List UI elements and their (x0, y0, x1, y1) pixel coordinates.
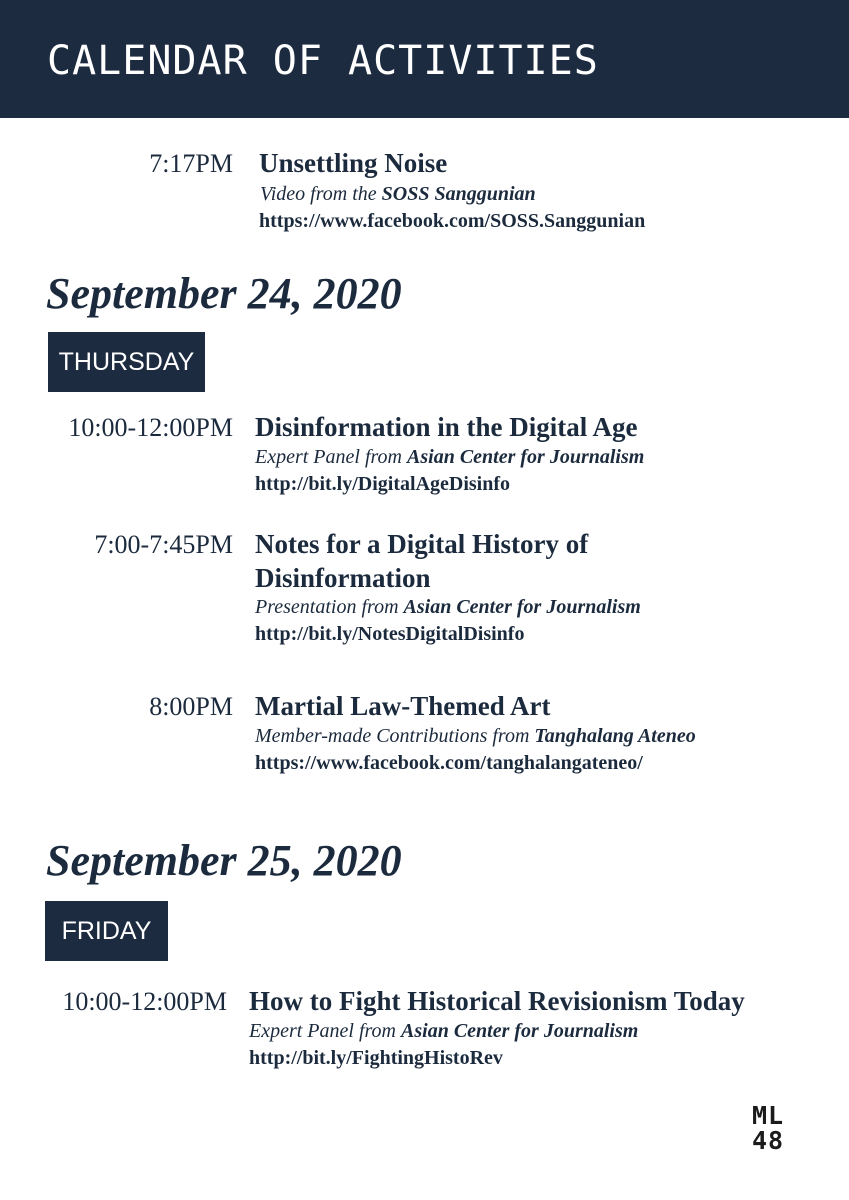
event-subtitle (260, 181, 536, 207)
event-time: 10:00-12:00PM (68, 413, 233, 442)
event-subtitle-prefix: Presentation from (255, 596, 404, 618)
weekday-badge: FRIDAY (45, 901, 168, 961)
logo-line-2: 48 (752, 1126, 785, 1155)
event-organizer: SOSS Sanggunian (381, 183, 536, 205)
event-title-continued: Disinformation (255, 563, 431, 593)
event-title: Unsettling Noise (259, 148, 448, 178)
event-organizer: Asian Center for Journalism (407, 446, 645, 468)
date-heading: September 25, 2020 (46, 836, 402, 885)
event-title: Notes for a Digital History of (255, 529, 589, 559)
event-time: 10:00-12:00PM (62, 987, 227, 1016)
event-subtitle-prefix: Expert Panel from (255, 446, 408, 468)
event-title: Disinformation in the Digital Age (255, 412, 638, 442)
event-link[interactable]: https://www.facebook.com/SOSS.Sanggunian (259, 210, 646, 232)
header-bar (0, 0, 849, 118)
event-link[interactable]: http://bit.ly/DigitalAgeDisinfo (255, 473, 511, 495)
weekday-badge: THURSDAY (48, 332, 205, 392)
event-subtitle (255, 444, 644, 470)
event-subtitle (255, 594, 641, 620)
date-heading: September 24, 2020 (46, 269, 402, 318)
event-title: How to Fight Historical Revisionism Today (249, 986, 745, 1016)
event-link[interactable]: http://bit.ly/NotesDigitalDisinfo (255, 623, 525, 645)
page-title: CALENDAR OF ACTIVITIES (47, 38, 599, 84)
ml48-logo (752, 1103, 802, 1155)
event-time: 7:00-7:45PM (94, 530, 233, 559)
event-link[interactable]: http://bit.ly/FightingHistoRev (249, 1047, 503, 1069)
event-organizer: Tanghalang Ateneo (534, 725, 696, 747)
event-subtitle-prefix: Video from the (260, 183, 382, 205)
logo-line-1: ML (752, 1101, 785, 1130)
event-title: Martial Law-Themed Art (255, 691, 551, 721)
event-subtitle-prefix: Member-made Contributions from (255, 725, 535, 747)
event-time: 8:00PM (149, 692, 233, 721)
event-organizer: Asian Center for Journalism (401, 1020, 639, 1042)
event-subtitle (255, 723, 696, 749)
event-organizer: Asian Center for Journalism (403, 596, 641, 618)
event-time: 7:17PM (149, 149, 233, 178)
event-subtitle (249, 1018, 638, 1044)
event-subtitle-prefix: Expert Panel from (249, 1020, 402, 1042)
event-link[interactable]: https://www.facebook.com/tanghalangateneo/ (255, 752, 643, 774)
